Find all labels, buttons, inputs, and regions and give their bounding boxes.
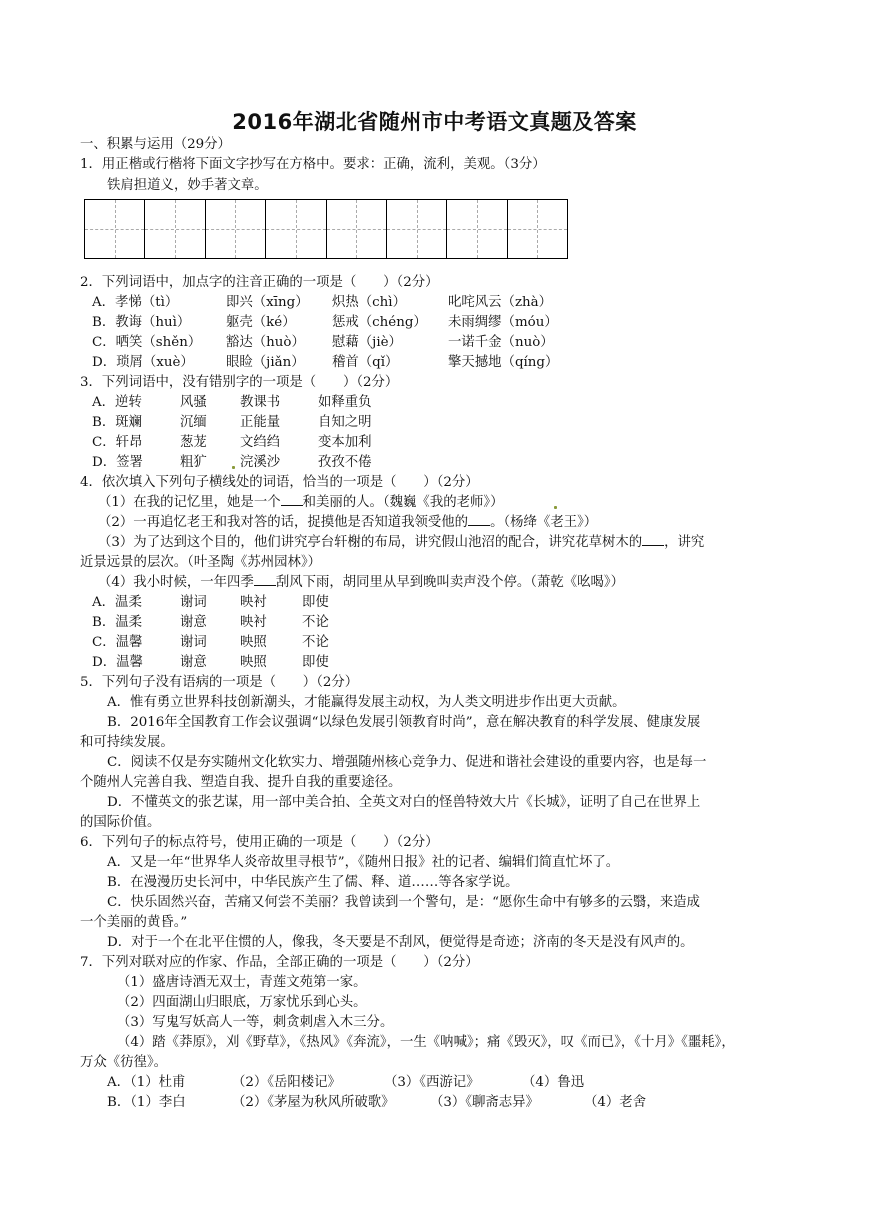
q7-option-a-2: （2）《岳阳楼记》 bbox=[232, 1075, 341, 1090]
q5-option-d-line2: 的国际价值。 bbox=[80, 815, 161, 830]
q5-option-c-line2: 个随州人完善自我、塑造自我、提升自我的重要途径。 bbox=[80, 775, 402, 790]
question-5-stem: 5．下列句子没有语病的一项是（ ）（2分） bbox=[80, 675, 359, 690]
q7-couplet-4-line1: （4）踏《莽原》，刈《野草》，《热风》《奔流》，一生《呐喊》；痛《毁灭》，叹《而已》，《十月》《噩耗》， bbox=[117, 1035, 735, 1050]
q4-option-c-3: 映照 bbox=[240, 635, 267, 650]
q5-option-d-line1: D．不懂英文的张艺谋，用一部中美合拍、全英文对白的怪兽特效大片《长城》，证明了自己在世界上 bbox=[107, 795, 701, 810]
q6-option-c-line2: 一个美丽的黄昏。” bbox=[80, 915, 188, 930]
q4-option-c-2: 谢词 bbox=[180, 635, 207, 650]
q7-couplet-1: （1）盛唐诗酒无双士，青莲文苑第一家。 bbox=[117, 975, 367, 990]
q7-option-b-3: （3）《聊斋志异》 bbox=[430, 1095, 539, 1110]
question-4-stem: 4．依次填入下列句子横线处的词语，恰当的一项是（ ）（2分） bbox=[80, 475, 479, 490]
question-3-stem: 3．下列词语中，没有错别字的一项是（ ）（2分） bbox=[80, 375, 399, 390]
q4-option-a-2: 谢词 bbox=[180, 595, 207, 610]
grid-cell[interactable] bbox=[85, 200, 145, 258]
q4-sentence-1 bbox=[98, 493, 503, 512]
q3-option-c-3: 文绉绉 bbox=[240, 435, 281, 450]
q2-option-a-1: A．孝悌（tì） bbox=[92, 295, 179, 310]
q3-option-a-4: 如释重负 bbox=[318, 395, 372, 410]
fill-blank bbox=[468, 513, 490, 526]
q3-option-d-3: 浣溪沙 bbox=[240, 455, 281, 470]
q2-option-b-4: 未雨绸缪（móu） bbox=[448, 315, 558, 330]
q4-s1-part-b: 和美丽的人。（魏巍《我的老师》） bbox=[302, 495, 504, 510]
question-7-stem: 7．下列对联对应的作家、作品，全部正确的一项是（ ）（2分） bbox=[80, 955, 479, 970]
q6-option-c-line1: C．快乐固然兴奋，苦痛又何尝不美丽？我曾读到一个警句，是：“愿你生命中有够多的云翳，来造成 bbox=[107, 895, 700, 910]
grid-cell[interactable] bbox=[266, 200, 326, 258]
q3-option-b-1: B．斑斓 bbox=[92, 415, 143, 430]
grid-cell[interactable] bbox=[327, 200, 387, 258]
q4-s3-part-b: ，讲究 bbox=[664, 535, 705, 550]
q4-option-b-3: 映衬 bbox=[240, 615, 267, 630]
q4-sentence-2 bbox=[98, 513, 597, 532]
q2-option-d-2: 眼睑（jiǎn） bbox=[226, 355, 305, 370]
q7-option-a-4: （4）鲁迅 bbox=[522, 1075, 585, 1090]
q4-option-d-3: 映照 bbox=[240, 655, 267, 670]
q4-s4-part-b: 刮风下雨，胡同里从早到晚叫卖声没个停。（萧乾《吆喝》） bbox=[275, 575, 624, 590]
q7-option-b-2: （2）《茅屋为秋风所破歌》 bbox=[232, 1095, 395, 1110]
q4-s3-part-a: （3）为了达到这个目的，他们讲究亭台轩榭的布局，讲究假山池沼的配合，讲究花草树木的 bbox=[98, 535, 643, 550]
q3-option-a-3: 教课书 bbox=[240, 395, 281, 410]
q2-option-c-2: 豁达（huò） bbox=[226, 335, 305, 350]
q4-s2-part-a: （2）一再追忆老王和我对答的话，捉摸他是否知道我领受他的 bbox=[98, 515, 469, 530]
q7-couplet-4-line2: 万众《彷徨》。 bbox=[80, 1055, 168, 1070]
q7-couplet-3: （3）写鬼写妖高人一等，刺贪刺虐入木三分。 bbox=[117, 1015, 394, 1030]
q4-s4-part-a: （4）我小时候，一年四季 bbox=[98, 575, 254, 590]
grid-cell[interactable] bbox=[508, 200, 567, 258]
q2-option-b-3: 惩戒（chéng） bbox=[332, 315, 427, 330]
q2-option-d-1: D．琐屑（xuè） bbox=[92, 355, 194, 370]
q4-option-d-4: 即使 bbox=[302, 655, 329, 670]
page-title: 2016年湖北省随州市中考语文真题及答案 bbox=[232, 110, 637, 134]
emphasis-dot-icon bbox=[232, 466, 235, 469]
q3-option-b-3: 正能量 bbox=[240, 415, 281, 430]
q4-s2-part-b: 。（杨绛《老王》） bbox=[490, 515, 598, 530]
q3-option-b-2: 沉缅 bbox=[180, 415, 207, 430]
section-heading: 一、积累与运用（29分） bbox=[80, 137, 231, 152]
q6-option-d: D．对于一个在北平住惯的人，像我，冬天要是不刮风，便觉得是奇迹；济南的冬天是没有风声的。 bbox=[107, 935, 694, 950]
q4-s1-part-a: （1）在我的记忆里，她是一个 bbox=[98, 495, 281, 510]
fill-blank bbox=[281, 493, 303, 506]
question-2-stem: 2．下列词语中，加点字的注音正确的一项是（ ）（2分） bbox=[80, 275, 439, 290]
q2-option-b-2: 躯壳（ké） bbox=[226, 315, 296, 330]
q2-option-a-2: 即兴（xīng） bbox=[226, 295, 309, 310]
fill-blank bbox=[254, 573, 276, 586]
q3-option-c-4: 变本加利 bbox=[318, 435, 372, 450]
q3-option-a-2: 风骚 bbox=[180, 395, 207, 410]
q2-option-c-3: 慰藉（jiè） bbox=[332, 335, 402, 350]
emphasis-dot-icon bbox=[554, 506, 557, 509]
q3-option-d-4: 孜孜不倦 bbox=[318, 455, 372, 470]
q4-option-c-1: C．温馨 bbox=[92, 635, 143, 650]
q4-sentence-3-cont: 近景远景的层次。（叶圣陶《苏州园林》） bbox=[80, 555, 322, 570]
q7-option-a-1: A．（1）杜甫 bbox=[107, 1075, 186, 1090]
q5-option-a: A．惟有勇立世界科技创新潮头，才能赢得发展主动权，为人类文明进步作出更大贡献。 bbox=[107, 695, 626, 710]
q4-sentence-4 bbox=[98, 573, 624, 592]
q2-option-b-1: B．教诲（huì） bbox=[92, 315, 191, 330]
q3-option-b-4: 自知之明 bbox=[318, 415, 372, 430]
question-1-text: 铁肩担道义，妙手著文章。 bbox=[107, 178, 268, 193]
q4-option-d-2: 谢意 bbox=[180, 655, 207, 670]
q5-option-b-line1: B．2016年全国教育工作会议强调“以绿色发展引领教育时尚”，意在解决教育的科学发展、健康发展 bbox=[107, 715, 701, 730]
q4-option-b-1: B．温柔 bbox=[92, 615, 143, 630]
q2-option-a-3: 炽热（chì） bbox=[332, 295, 406, 310]
q4-option-d-1: D．温馨 bbox=[92, 655, 143, 670]
grid-cell[interactable] bbox=[145, 200, 205, 258]
q5-option-c-line1: C．阅读不仅是夯实随州文化软实力、增强随州核心竞争力、促进和谐社会建设的重要内容，也是每一 bbox=[107, 755, 707, 770]
q2-option-d-3: 稽首（qǐ） bbox=[332, 355, 399, 370]
q4-sentence-3 bbox=[98, 533, 704, 552]
q7-option-a-3: （3）《西游记》 bbox=[384, 1075, 480, 1090]
grid-cell[interactable] bbox=[206, 200, 266, 258]
q2-option-a-4: 叱咤风云（zhà） bbox=[448, 295, 553, 310]
q2-option-c-1: C．哂笑（shěn） bbox=[92, 335, 202, 350]
q3-option-c-2: 葱茏 bbox=[180, 435, 207, 450]
fill-blank bbox=[642, 533, 664, 546]
writing-grid[interactable] bbox=[84, 199, 568, 259]
q4-option-a-3: 映衬 bbox=[240, 595, 267, 610]
q6-option-b: B．在漫漫历史长河中，中华民族产生了儒、释、道……等各家学说。 bbox=[107, 875, 519, 890]
q2-option-c-4: 一诺千金（nuò） bbox=[448, 335, 554, 350]
q4-option-b-4: 不论 bbox=[302, 615, 329, 630]
q5-option-b-line2: 和可持续发展。 bbox=[80, 735, 174, 750]
q4-option-a-1: A．温柔 bbox=[92, 595, 142, 610]
q3-option-a-1: A．逆转 bbox=[92, 395, 142, 410]
grid-cell[interactable] bbox=[387, 200, 447, 258]
q3-option-c-1: C．轩昂 bbox=[92, 435, 143, 450]
question-6-stem: 6．下列句子的标点符号，使用正确的一项是（ ）（2分） bbox=[80, 835, 439, 850]
q7-option-b-4: （4）老舍 bbox=[584, 1095, 647, 1110]
q4-option-b-2: 谢意 bbox=[180, 615, 207, 630]
q4-option-a-4: 即使 bbox=[302, 595, 329, 610]
q3-option-d-1: D．签署 bbox=[92, 455, 143, 470]
q7-option-b-1: B．（1）李白 bbox=[107, 1095, 186, 1110]
q2-option-d-4: 擎天撼地（qíng） bbox=[448, 355, 559, 370]
q6-option-a: A．又是一年“世界华人炎帝故里寻根节”，《随州日报》社的记者、编辑们简直忙坏了。 bbox=[107, 855, 620, 870]
q7-couplet-2: （2）四面湖山归眼底，万家忧乐到心头。 bbox=[117, 995, 367, 1010]
question-1-stem: 1．用正楷或行楷将下面文字抄写在方格中。要求：正确，流利，美观。（3分） bbox=[80, 157, 546, 172]
q4-option-c-4: 不论 bbox=[302, 635, 329, 650]
q3-option-d-2: 粗犷 bbox=[180, 455, 207, 470]
grid-cell[interactable] bbox=[447, 200, 507, 258]
